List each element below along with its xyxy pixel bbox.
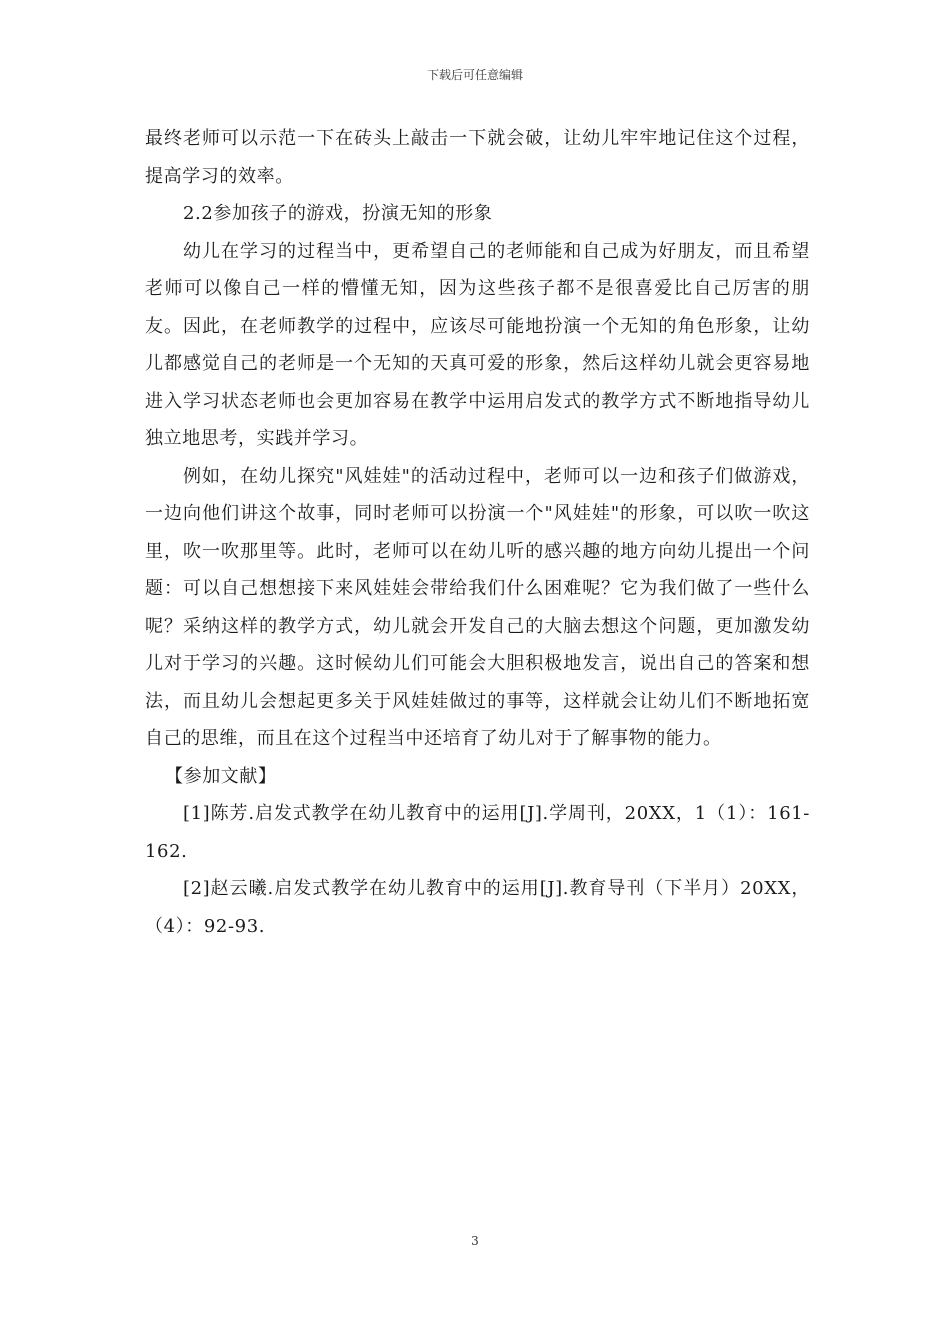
reference-item-1: [1]陈芳.启发式教学在幼儿教育中的运用[J].学周刊，20XX，1（1）：161-162. [145,803,810,862]
reference-item-2: [2]赵云曦.启发式教学在幼儿教育中的运用[J].教育导刊（下半月）20XX，（4）：92-93. [145,878,810,937]
references-title: 【参加文献】 [165,765,277,787]
paragraph-3: 例如，在幼儿探究"风娃娃"的活动过程中，老师可以一边和孩子们做游戏，一边向他们讲这个故事，同时老师可以扮演一个"风娃娃"的形象，可以吹一吹这里，吹一吹那里等。此时，老师可以在幼儿听的感兴趣的地方向幼儿提出一个问题：可以自己想想接下来风娃娃会带给我们什么困难呢？它为我们做了一些什么呢？采纳这样的教学方式，幼儿就会开发自己的大脑去想这个问题，更加激发幼儿对于学习的兴趣。这时候幼儿们可能会大胆积极地发言，说出自己的答案和想法，而且幼儿会想起更多关于风娃娃做过的事等，这样就会让幼儿们不断地拓宽自己的思维，而且在这个过程当中还培育了幼儿对于了解事物的能力。 [145,465,810,749]
paragraph-2: 幼儿在学习的过程当中，更希望自己的老师能和自己成为好朋友，而且希望老师可以像自己一样的懵懂无知，因为这些孩子都不是很喜爱比自己厉害的朋友。因此，在老师教学的过程中，应该尽可能地扮演一个无知的角色形象，让幼儿都感觉自己的老师是一个无知的天真可爱的形象，然后这样幼儿就会更容易地进入学习状态老师也会更加容易在教学中运用启发式的教学方式不断地指导幼儿独立地思考，实践并学习。 [145,240,810,449]
page-header: 下载后可任意编辑 [426,68,523,82]
page-number: 3 [471,1234,479,1248]
paragraph-1: 最终老师可以示范一下在砖头上敲击一下就会破，让幼儿牢牢地记住这个过程，提高学习的效率。 [145,128,810,187]
document-body [145,120,810,945]
section-heading: 2.2参加孩子的游戏，扮演无知的形象 [183,203,493,224]
